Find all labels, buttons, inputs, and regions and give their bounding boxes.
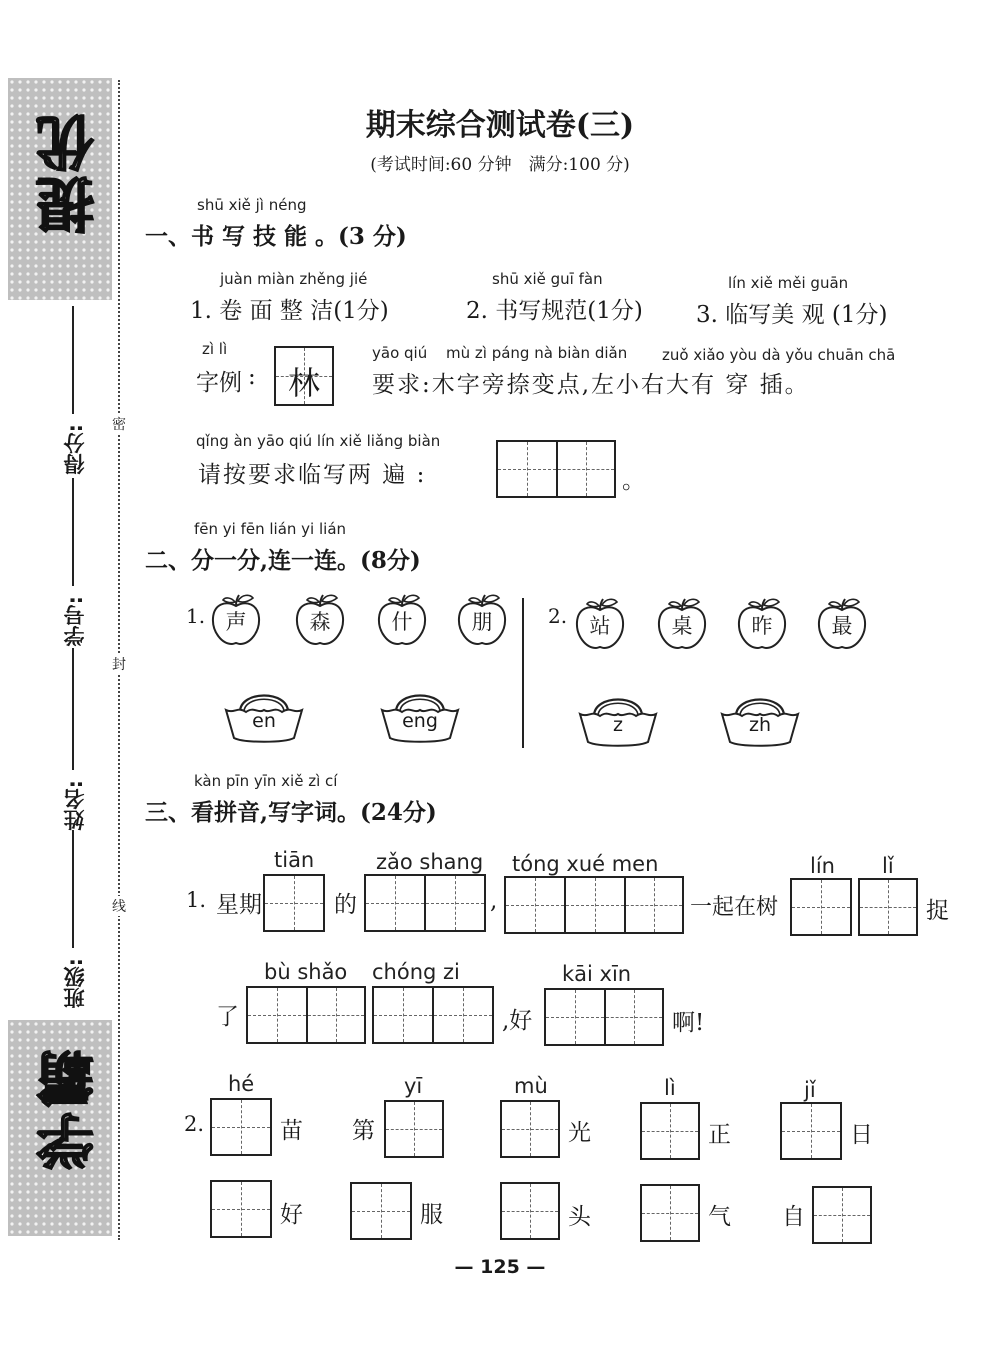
s1-item3-pinyin: lín xiě měi guān [728, 274, 849, 292]
s1-example-label: 字例 [196, 370, 242, 396]
s3-q2-r1-after-1: 苗 [280, 1118, 303, 1144]
s3-q2-r2-box-4[interactable] [640, 1184, 700, 1242]
s2-g2-apple-3[interactable] [734, 596, 790, 652]
s3-q2-r2-box-5[interactable] [812, 1186, 872, 1244]
s1-req-pinyin-1: yāo qiú [372, 344, 428, 362]
s1-practice-grid[interactable] [496, 440, 616, 498]
s2-basket-1[interactable] [224, 686, 304, 744]
seal-xian: 线 [112, 896, 126, 916]
s1-item3-text: 3. 临写美 观 (1分) [696, 302, 888, 328]
s3-q1-a: 啊! [672, 1010, 705, 1036]
s3-q1-yiqi: 一起在树 [690, 895, 779, 920]
s3-q2-r1-box-4[interactable] [640, 1102, 700, 1160]
page-subtitle: (考试时间:60 分钟 满分:100 分) [370, 155, 630, 175]
score-field-line[interactable] [72, 306, 74, 414]
s3-q2-r1-py-1: hé [228, 1072, 255, 1096]
s3-q1-box-kaixin[interactable] [544, 988, 664, 1046]
s3-q2-r1-py-5: jǐ [804, 1078, 816, 1102]
seal-mi: 密 [112, 414, 126, 434]
s3-q2-r1-box-3[interactable] [500, 1100, 560, 1158]
s1-example-box [274, 346, 334, 406]
s2-group1-num: 1. [186, 604, 206, 628]
s2-g2-apple-char: 昨 [751, 614, 773, 638]
s3-q1-le: 了 [216, 1004, 239, 1030]
s3-q1-box-tongxuemen[interactable] [504, 876, 684, 934]
s3-q2-r1-after-5: 日 [850, 1122, 873, 1148]
s3-q1-box-bushao[interactable] [246, 986, 366, 1044]
section1-pinyin: shū xiě jì néng [197, 196, 307, 214]
s3-q2-r2-after-2: 服 [420, 1202, 443, 1228]
section2-title: 二、分一分,连一连。(8分) [145, 547, 421, 574]
s3-q2-r1-after-4: 正 [708, 1122, 731, 1148]
s3-q1-py-li: lǐ [882, 854, 894, 878]
s3-q1-xingqi: 星期 [216, 892, 262, 918]
s2-group2-num: 2. [548, 604, 568, 628]
section3-pinyin: kàn pīn yīn xiě zì cí [194, 772, 338, 790]
s2-g1-apple-1[interactable] [208, 592, 264, 648]
s1-practice-pinyin: qǐng àn yāo qiú lín xiě liǎng biàn [196, 432, 441, 450]
section3-title: 三、看拼音,写字词。(24分) [145, 799, 437, 826]
s3-q1-py-zaoshang: zǎo shang [376, 850, 484, 874]
s3-q1-num: 1. [186, 888, 207, 912]
student-id-field-label: 学号: [63, 596, 87, 647]
s2-basket-label: en [252, 710, 276, 732]
s3-q1-hao: ,好 [502, 1008, 533, 1034]
s2-g2-apple-char: 桌 [671, 614, 693, 638]
s3-q1-de: 的 [334, 892, 357, 918]
s1-example-colon: : [248, 364, 256, 390]
s2-basket-2[interactable] [380, 686, 460, 744]
s3-q1-box-zaoshang[interactable] [364, 874, 486, 932]
s1-practice-end: 。 [622, 468, 645, 494]
student-id-field-line[interactable] [72, 478, 74, 586]
s3-q1-py-tian: tiān [274, 848, 315, 872]
s2-basket-label: zh [748, 714, 771, 736]
s3-q2-r2-box-1[interactable] [210, 1180, 272, 1238]
s2-g1-apple-3[interactable] [374, 592, 430, 648]
s3-q2-r2-box-2[interactable] [350, 1182, 412, 1240]
s3-q2-r2-after-1: 好 [280, 1202, 303, 1228]
s3-q2-r1-box-2[interactable] [384, 1100, 444, 1158]
s3-q1-box-tian[interactable] [263, 874, 325, 932]
s3-q2-r1-box-1[interactable] [210, 1098, 272, 1156]
s2-basket-label: eng [402, 710, 438, 732]
s2-basket-label: z [613, 714, 623, 736]
s1-example-pinyin: zì lì [202, 340, 228, 358]
s3-q1-box-li[interactable] [858, 878, 918, 936]
s1-req-text: 要求:木字旁捺变点,左小右大有 穿 插。 [372, 372, 810, 398]
s1-example-char: 林 [287, 364, 320, 402]
s2-basket-4[interactable] [720, 690, 800, 748]
s3-q1-py-tongxuemen: tóng xué men [512, 852, 659, 876]
s1-req-pinyin-3: zuǒ xiǎo yòu dà yǒu chuān chā [662, 346, 896, 364]
s3-q1-box-lin[interactable] [790, 878, 852, 936]
s1-item1-text: 1. 卷 面 整 洁(1分) [190, 298, 389, 324]
s1-practice-text: 请按要求临写两 遍 : [198, 462, 427, 488]
s3-q1-comma: , [490, 888, 498, 914]
section1-title: 一、书 写 技 能 。(3 分) [145, 223, 407, 250]
s2-g1-apple-char: 朋 [471, 610, 493, 634]
s1-item2-pinyin: shū xiě guī fàn [492, 270, 603, 288]
page-title: 期末综合测试卷(三) [365, 108, 635, 143]
s2-g2-apple-char: 最 [831, 614, 853, 638]
s3-q2-r1-py-3: mù [514, 1074, 548, 1098]
s3-q1-py-lin: lín [810, 854, 835, 878]
s2-g2-apple-2[interactable] [654, 596, 710, 652]
s3-q2-r2-after-3: 头 [568, 1204, 591, 1230]
s2-g1-apple-2[interactable] [292, 592, 348, 648]
class-field-line[interactable] [72, 830, 74, 948]
s3-q2-r1-before-2: 第 [352, 1118, 375, 1144]
s2-g1-apple-char: 森 [309, 610, 331, 634]
s3-q1-box-chongzi[interactable] [372, 986, 494, 1044]
s1-req-pinyin-2: mù zì páng nà biàn diǎn [446, 344, 628, 362]
s2-g2-apple-4[interactable] [814, 596, 870, 652]
s3-q2-r1-py-4: lì [664, 1076, 676, 1100]
s1-item2-text: 2. 书写规范(1分) [466, 298, 643, 324]
s2-g1-apple-4[interactable] [454, 592, 510, 648]
seal-feng: 封 [112, 654, 126, 674]
s3-q1-py-chongzi: chóng zi [372, 960, 460, 984]
s3-q1-py-bushao: bù shǎo [264, 960, 348, 984]
brand-top-text: 提优 [36, 110, 104, 234]
name-field-line[interactable] [72, 648, 74, 770]
s2-g2-apple-1[interactable] [572, 596, 628, 652]
brand-bottom-text: 学霸 [36, 1046, 104, 1170]
section2-pinyin: fēn yi fēn lián yi lián [194, 520, 347, 538]
s3-q2-r1-after-3: 光 [568, 1120, 591, 1146]
class-field-label: 班级: [63, 958, 87, 1009]
s3-q2-r1-py-2: yī [404, 1074, 423, 1098]
score-field-label: 得分: [63, 424, 87, 475]
s3-q2-r1-box-5[interactable] [780, 1102, 842, 1160]
s3-q2-r2-before-5: 自 [782, 1204, 805, 1230]
s2-divider [522, 598, 524, 748]
s2-basket-3[interactable] [578, 690, 658, 748]
page-number: — 125 — [454, 1256, 546, 1278]
s2-g2-apple-char: 站 [589, 614, 611, 638]
s3-q1-zhuo: 捉 [926, 898, 949, 924]
s3-q2-r2-box-3[interactable] [500, 1182, 560, 1240]
name-field-label: 姓名: [63, 780, 87, 831]
s2-g1-apple-char: 声 [225, 610, 247, 634]
s2-g1-apple-char: 什 [391, 610, 413, 634]
s3-q2-r2-after-4: 气 [708, 1204, 731, 1230]
s3-q2-num: 2. [184, 1112, 205, 1136]
s3-q1-py-kaixin: kāi xīn [562, 962, 632, 986]
s1-item1-pinyin: juàn miàn zhěng jié [220, 270, 368, 288]
